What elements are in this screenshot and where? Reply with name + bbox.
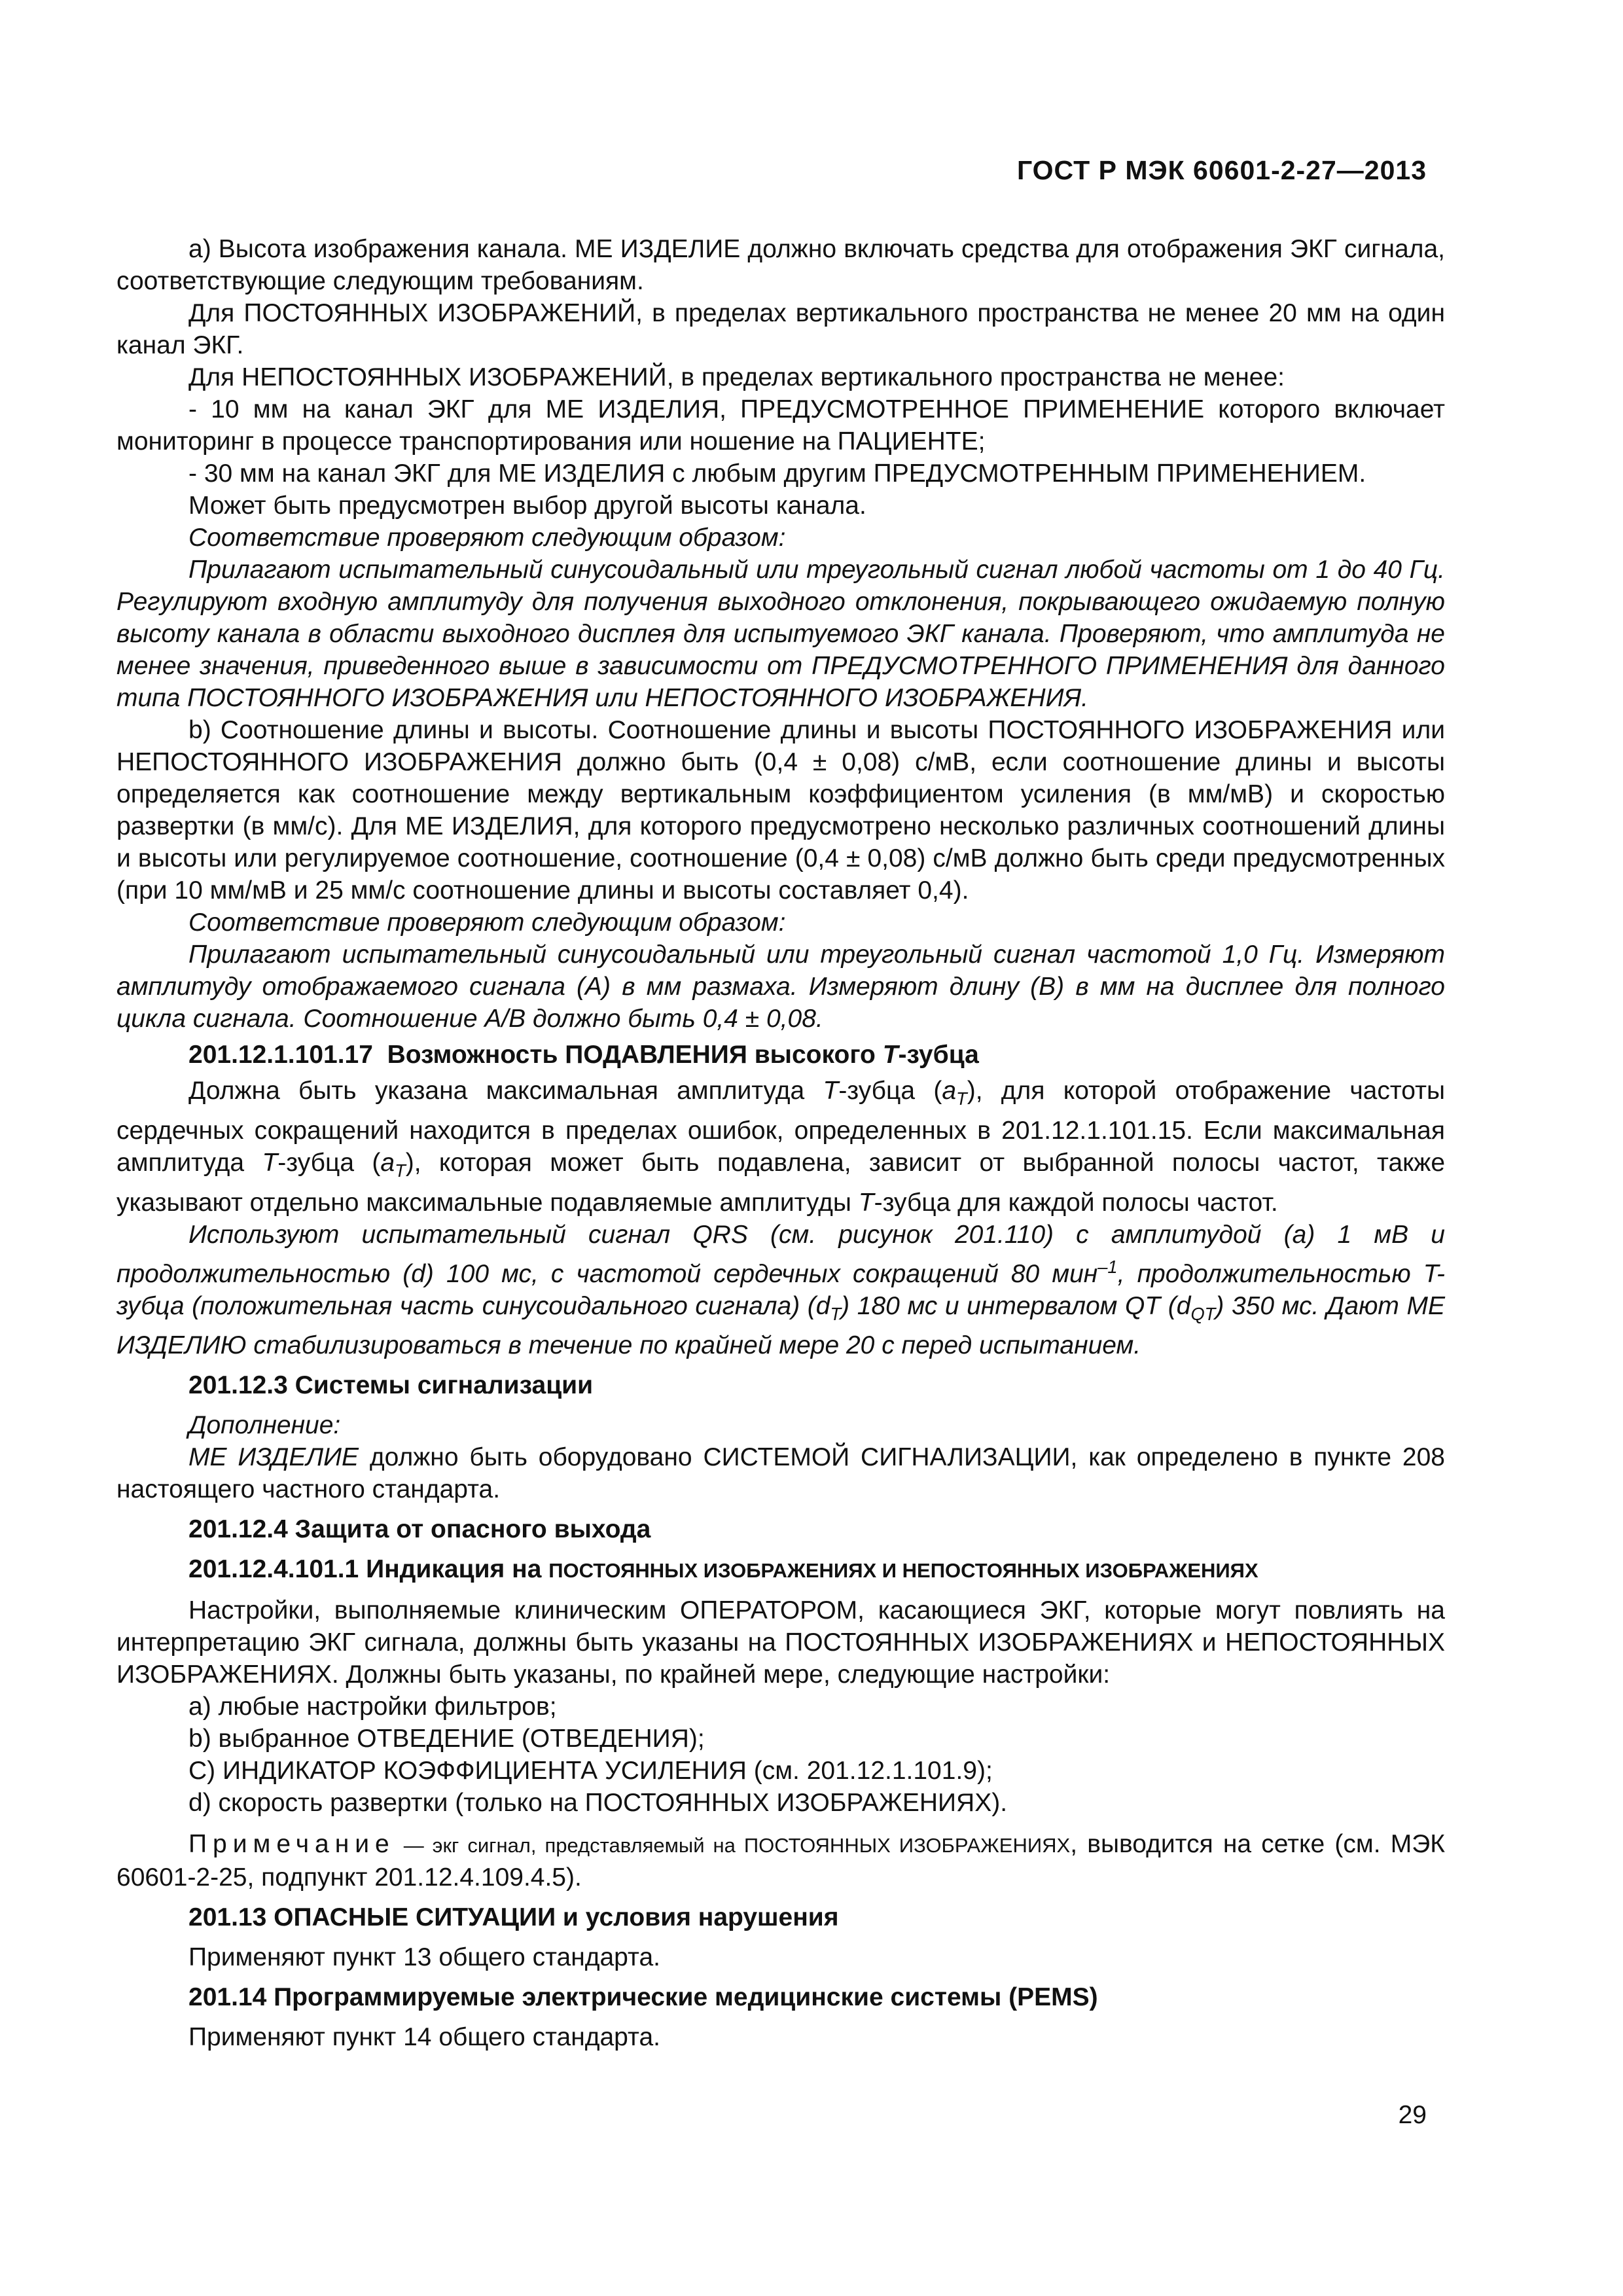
text-run: , выводится на сетке (см. МЭК 60601-2-25, подпункт 201.12.4.109.4.5).	[116, 1830, 1445, 1892]
text-run: -зубца (	[838, 1077, 942, 1105]
text-run: T	[830, 1303, 842, 1324]
page-body	[116, 233, 1445, 2053]
text-run: –1	[1097, 1256, 1118, 1277]
text-run: -зубца (	[277, 1148, 381, 1177]
text-run: ), для которой отображение частоты сердечных сокращений находится в пределах ошибок, определенных в 201.12.1.101.15. Если максимальная амплитуда	[116, 1077, 1445, 1177]
standard-header: ГОСТ Р МЭК 60601-2-27—2013	[1016, 155, 1427, 185]
section-heading-alarm-systems: 201.12.3 Системы сигнализации	[188, 1371, 594, 1400]
text-run: T	[262, 1148, 278, 1177]
list-item: b) выбранное ОТВЕДЕНИЕ (ОТВЕДЕНИЯ);	[188, 1725, 705, 1753]
compliance-test-2: Прилагают испытательный синусоидальный или треугольный сигнал частотой 1,0 Гц. Измеряют амплитуду отображаемого сигнала (А) в мм размаха. Измеряют длину (В) в мм на дисплее для полного цикла сигнала. Соотношение А/В должно быть 0,4 ± 0,08.	[116, 941, 1445, 1033]
text-run: ) 350 мс. Дают МЕ ИЗДЕЛИЮ стабилизироваться в течение по крайней мере 20 с перед испытанием.	[116, 1291, 1445, 1360]
paragraph-nonpermanent-display: Для НЕПОСТОЯННЫХ ИЗОБРАЖЕНИЙ, в пределах вертикального пространства не менее:	[188, 363, 1285, 391]
text-run: — экг сигнал, представляемый на	[395, 1834, 744, 1857]
addition-label: Дополнение:	[188, 1411, 341, 1440]
text-run: Должна быть указана максимальная амплитуда	[188, 1077, 823, 1105]
text-run: ПОСТОЯННЫХ ИЗОБРАЖЕНИЯХ	[743, 1834, 1071, 1857]
paragraph-10mm-requirement: - 10 мм на канал ЭКГ для МЕ ИЗДЕЛИЯ, ПРЕДУСМОТРЕННОЕ ПРИМЕНЕНИЕ которого включает мониторинг в процессе транспортирования или ношение на ПАЦИЕНТЕ;	[116, 395, 1445, 456]
text-run: T	[823, 1077, 839, 1105]
paragraph-alarm-system	[116, 1441, 1445, 1505]
paragraph-apply-clause-13: Применяют пункт 13 общего стандарта.	[188, 1943, 660, 1972]
section-heading-hazardous-output: 201.12.4 Защита от опасного выхода	[188, 1515, 651, 1544]
text-run: ) 180 мс и интервалом QT (d	[841, 1291, 1191, 1320]
section-heading-hazardous-situations: 201.13 ОПАСНЫЕ СИТУАЦИИ и условия нарушения	[188, 1903, 839, 1932]
text-run: МЕ ИЗДЕЛИЕ	[188, 1443, 359, 1472]
compliance-heading: Соответствие проверяют следующим образом:	[188, 524, 786, 552]
list-item: а) любые настройки фильтров;	[188, 1693, 557, 1721]
text-run: ПОСТОЯННЫХ ИЗОБРАЖЕНИЯХ И НЕПОСТОЯННЫХ ИЗОБРАЖЕНИЯХ	[548, 1559, 1258, 1583]
text-run: a	[380, 1148, 395, 1177]
text-run: Используют испытательный сигнал QRS (см. рисунок 201.110) с амплитудой (а) 1 мВ и продолжительностью (d) 100 мс, с частотой сердечных сокращений 80 мин	[116, 1220, 1445, 1288]
paragraph-30mm-requirement: - 30 мм на канал ЭКГ для МЕ ИЗДЕЛИЯ с любым другим ПРЕДУСМОТРЕННЫМ ПРИМЕНЕНИЕМ.	[188, 459, 1366, 488]
text-run: T	[395, 1160, 406, 1181]
paragraph-height-selection: Может быть предусмотрен выбор другой высоты канала.	[188, 492, 866, 520]
text-run: , продолжительностью T-зубца (положительная часть синусоидального сигнала) (d	[116, 1259, 1446, 1320]
paragraph-permanent-display: Для ПОСТОЯННЫХ ИЗОБРАЖЕНИЙ, в пределах вертикального пространства не менее 20 мм на один канал ЭКГ.	[116, 299, 1445, 359]
text-run: 201.12.4.101.1 Индикация на	[188, 1555, 549, 1584]
section-heading-indication	[116, 1553, 1445, 1587]
paragraph-qrs-test-signal	[116, 1219, 1445, 1362]
page-number: 29	[1398, 2101, 1427, 2129]
note-paragraph	[116, 1828, 1445, 1893]
section-heading-t-wave-rejection	[116, 1039, 1445, 1071]
text-run: ), которая может быть подавлена, зависит от выбранной полосы частот, также указывают отдельно максимальные подавляемые амплитуды	[116, 1148, 1446, 1217]
paragraph-a-channel-height: а) Высота изображения канала. МЕ ИЗДЕЛИЕ должно включать средства для отображения ЭКГ сигнала, соответствующие следующим требованиям.	[116, 235, 1445, 295]
section-title-part: -зубца	[898, 1041, 979, 1069]
text-run: -зубца для каждой полосы частот.	[874, 1188, 1278, 1217]
section-heading-pems: 201.14 Программируемые электрические медицинские системы (PEMS)	[188, 1983, 1098, 2012]
section-number: 201.12.1.101.17	[188, 1041, 373, 1069]
compliance-heading-2: Соответствие проверяют следующим образом:	[188, 908, 786, 937]
list-item: d) скорость развертки (только на ПОСТОЯННЫХ ИЗОБРАЖЕНИЯХ).	[188, 1789, 1008, 1818]
section-title-part: Возможность ПОДАВЛЕНИЯ высокого	[387, 1041, 883, 1069]
section-title-t: T	[882, 1041, 899, 1069]
paragraph-t-wave-amplitude	[116, 1075, 1445, 1219]
text-run: T	[956, 1088, 967, 1109]
note-label: Примечание	[188, 1830, 395, 1859]
spacer	[116, 1819, 1445, 1828]
text-run: T	[858, 1188, 874, 1217]
text-run: должно быть оборудовано СИСТЕМОЙ СИГНАЛИЗАЦИИ, как определено в пункте 208 настоящего частного стандарта.	[116, 1443, 1445, 1504]
paragraph-operator-settings: Настройки, выполняемые клиническим ОПЕРАТОРОМ, касающиеся ЭКГ, которые могут повлиять на интерпретацию ЭКГ сигнала, должны быть указаны на ПОСТОЯННЫХ ИЗОБРАЖЕНИЯХ и НЕПОСТОЯННЫХ ИЗОБРАЖЕНИЯХ. Должны быть указаны, по крайней мере, следующие настройки:	[116, 1596, 1445, 1689]
paragraph-apply-clause-14: Применяют пункт 14 общего стандарта.	[188, 2023, 660, 2052]
text-run: QT	[1190, 1303, 1216, 1324]
compliance-test-1: Прилагают испытательный синусоидальный или треугольный сигнал любой частоты от 1 до 40 Гц. Регулируют входную амплитуду для получения выходного отклонения, покрывающего ожидаемую полную высоту канала в области выходного дисплея для испытуемого ЭКГ канала. Проверяют, что амплитуда не менее значения, приведенного выше в зависимости от ПРЕДУСМОТРЕННОГО ПРИМЕНЕНИЯ для данного типа ПОСТОЯННОГО ИЗОБРАЖЕНИЯ или НЕПОСТОЯННОГО ИЗОБРАЖЕНИЯ.	[116, 556, 1445, 712]
list-item: С) ИНДИКАТОР КОЭФФИЦИЕНТА УСИЛЕНИЯ (см. 201.12.1.101.9);	[188, 1757, 993, 1785]
paragraph-b-aspect-ratio: b) Соотношение длины и высоты. Соотношение длины и высоты ПОСТОЯННОГО ИЗОБРАЖЕНИЯ или НЕПОСТОЯННОГО ИЗОБРАЖЕНИЯ должно быть (0,4 ± 0,08) с/мВ, если соотношение длины и высоты определяется как соотношение между вертикальным коэффициентом усиления (в мм/мВ) и скоростью развертки (в мм/с). Для МЕ ИЗДЕЛИЯ, для которого предусмотрено несколько различных соотношений длины и высоты или регулируемое соотношение, соотношение (0,4 ± 0,08) с/мВ должно быть среди предусмотренных (при 10 мм/мВ и 25 мм/с соотношение длины и высоты составляет 0,4).	[116, 716, 1445, 905]
text-run: a	[942, 1077, 957, 1105]
